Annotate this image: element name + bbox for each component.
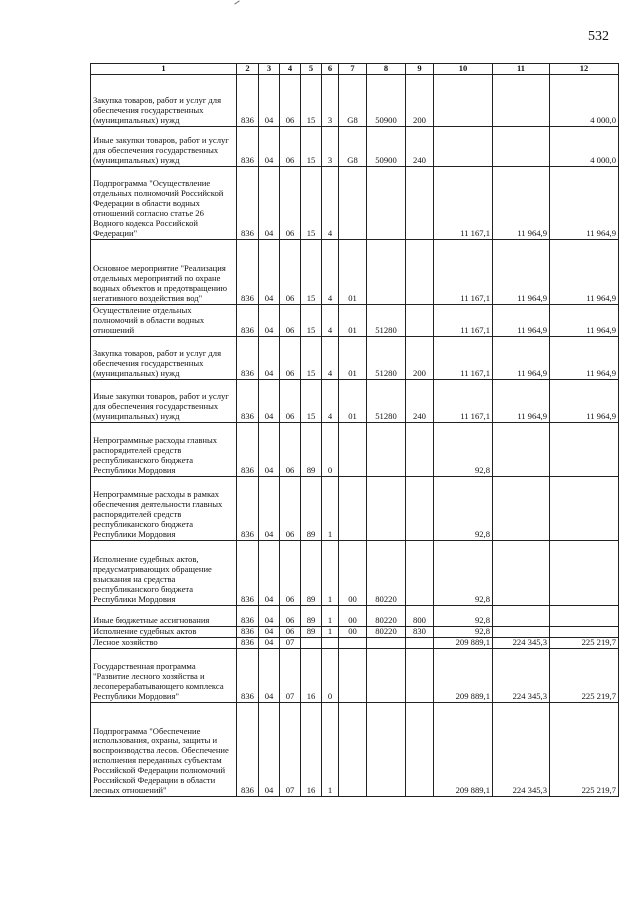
table-row — [91, 626, 619, 637]
table-row — [91, 379, 619, 422]
code-program: 89 — [301, 626, 322, 637]
code-program: 89 — [301, 605, 322, 626]
code-program: 15 — [301, 336, 322, 379]
amount-year-3: 4 000,0 — [550, 126, 619, 166]
code-activity: 00 — [339, 626, 367, 637]
code-expense-type: 800 — [406, 605, 434, 626]
code-section: 04 — [259, 637, 280, 648]
code-program: 15 — [301, 304, 322, 336]
scan-mark — [234, 0, 239, 4]
code-gryadm: 836 — [237, 540, 259, 605]
amount-year-1 — [434, 74, 493, 126]
code-activity — [339, 166, 367, 239]
code-section: 04 — [259, 336, 280, 379]
row-name: Иные закупки товаров, работ и услуг для обеспечения государственных (муниципальных) нужд — [91, 126, 237, 166]
code-section: 04 — [259, 626, 280, 637]
code-expense-type — [406, 422, 434, 476]
code-subprogram: 1 — [322, 626, 339, 637]
code-direction: 51280 — [367, 304, 406, 336]
code-subsection: 06 — [280, 126, 301, 166]
amount-year-1 — [434, 126, 493, 166]
amount-year-3: 11 964,9 — [550, 304, 619, 336]
code-section: 04 — [259, 540, 280, 605]
code-subprogram: 4 — [322, 336, 339, 379]
code-activity: 01 — [339, 304, 367, 336]
code-gryadm: 836 — [237, 126, 259, 166]
table-row — [91, 476, 619, 540]
code-section: 04 — [259, 648, 280, 702]
code-gryadm: 836 — [237, 304, 259, 336]
code-subprogram: 4 — [322, 379, 339, 422]
code-subprogram: 1 — [322, 605, 339, 626]
amount-year-2: 11 964,9 — [493, 336, 550, 379]
table-row — [91, 637, 619, 648]
amount-year-1: 11 167,1 — [434, 166, 493, 239]
amount-year-1: 92,8 — [434, 540, 493, 605]
code-expense-type: 240 — [406, 126, 434, 166]
row-name: Государственная программа "Развитие лесного хозяйства и лесоперерабатывающего комплекса Республики Мордовия" — [91, 648, 237, 702]
code-expense-type — [406, 702, 434, 796]
amount-year-2: 11 964,9 — [493, 379, 550, 422]
code-program: 89 — [301, 422, 322, 476]
code-section: 04 — [259, 74, 280, 126]
row-name: Подпрограмма "Осуществление отдельных полномочий Российской Федерации в области водных отношений согласно статье 26 Водного кодекса Российской Федерации" — [91, 166, 237, 239]
column-header: 9 — [406, 64, 434, 75]
amount-year-2 — [493, 540, 550, 605]
code-gryadm: 836 — [237, 626, 259, 637]
amount-year-3: 4 000,0 — [550, 74, 619, 126]
code-subprogram — [322, 637, 339, 648]
amount-year-1: 92,8 — [434, 476, 493, 540]
table-row — [91, 166, 619, 239]
code-subprogram: 0 — [322, 422, 339, 476]
column-header: 7 — [339, 64, 367, 75]
row-name: Иные закупки товаров, работ и услуг для обеспечения государственных (муниципальных) нужд — [91, 379, 237, 422]
code-program: 15 — [301, 126, 322, 166]
amount-year-2: 224 345,3 — [493, 648, 550, 702]
code-subprogram: 4 — [322, 239, 339, 304]
code-program: 15 — [301, 239, 322, 304]
code-program: 16 — [301, 702, 322, 796]
amount-year-3 — [550, 540, 619, 605]
amount-year-3 — [550, 422, 619, 476]
amount-year-2 — [493, 74, 550, 126]
code-activity — [339, 422, 367, 476]
code-activity: 00 — [339, 605, 367, 626]
code-section: 04 — [259, 304, 280, 336]
code-expense-type — [406, 239, 434, 304]
code-expense-type — [406, 304, 434, 336]
code-direction: 50900 — [367, 126, 406, 166]
code-subprogram: 1 — [322, 540, 339, 605]
code-subprogram: 0 — [322, 648, 339, 702]
code-subsection: 07 — [280, 648, 301, 702]
column-header: 4 — [280, 64, 301, 75]
code-direction — [367, 648, 406, 702]
code-subsection: 06 — [280, 422, 301, 476]
code-subprogram: 1 — [322, 702, 339, 796]
code-direction: 51280 — [367, 379, 406, 422]
column-header: 1 — [91, 64, 237, 75]
code-subprogram: 1 — [322, 476, 339, 540]
row-name: Закупка товаров, работ и услуг для обеспечения государственных (муниципальных) нужд — [91, 336, 237, 379]
code-activity: G8 — [339, 126, 367, 166]
code-activity: G8 — [339, 74, 367, 126]
amount-year-2 — [493, 605, 550, 626]
code-gryadm: 836 — [237, 336, 259, 379]
amount-year-1: 11 167,1 — [434, 304, 493, 336]
row-name: Исполнение судебных актов, предусматривающих обращение взыскания на средства республиканского бюджета Республики Мордовия — [91, 540, 237, 605]
amount-year-2 — [493, 476, 550, 540]
amount-year-3 — [550, 476, 619, 540]
amount-year-3 — [550, 626, 619, 637]
code-gryadm: 836 — [237, 605, 259, 626]
code-program: 15 — [301, 379, 322, 422]
row-name: Лесное хозяйство — [91, 637, 237, 648]
code-program: 89 — [301, 476, 322, 540]
amount-year-2: 11 964,9 — [493, 304, 550, 336]
amount-year-2 — [493, 626, 550, 637]
code-activity — [339, 702, 367, 796]
code-expense-type — [406, 166, 434, 239]
code-section: 04 — [259, 239, 280, 304]
amount-year-1: 209 889,1 — [434, 648, 493, 702]
amount-year-3: 11 964,9 — [550, 379, 619, 422]
code-gryadm: 836 — [237, 239, 259, 304]
code-expense-type: 830 — [406, 626, 434, 637]
table-row — [91, 648, 619, 702]
amount-year-2 — [493, 126, 550, 166]
code-direction: 80220 — [367, 540, 406, 605]
row-name: Непрограммные расходы в рамках обеспечения деятельности главных распорядителей средств республиканского бюджета Республики Мордовия — [91, 476, 237, 540]
code-program: 15 — [301, 74, 322, 126]
code-gryadm: 836 — [237, 379, 259, 422]
column-header: 12 — [550, 64, 619, 75]
code-section: 04 — [259, 605, 280, 626]
code-activity: 00 — [339, 540, 367, 605]
amount-year-1: 92,8 — [434, 422, 493, 476]
code-subsection: 06 — [280, 540, 301, 605]
code-expense-type — [406, 476, 434, 540]
code-gryadm: 836 — [237, 166, 259, 239]
code-subprogram: 3 — [322, 126, 339, 166]
code-activity — [339, 476, 367, 540]
code-gryadm: 836 — [237, 476, 259, 540]
code-direction: 80220 — [367, 605, 406, 626]
row-name: Исполнение судебных актов — [91, 626, 237, 637]
budget-table — [90, 63, 619, 797]
amount-year-3: 11 964,9 — [550, 166, 619, 239]
amount-year-3: 225 219,7 — [550, 702, 619, 796]
amount-year-2: 224 345,3 — [493, 702, 550, 796]
code-section: 04 — [259, 422, 280, 476]
amount-year-3 — [550, 605, 619, 626]
amount-year-2: 11 964,9 — [493, 239, 550, 304]
code-subprogram: 3 — [322, 74, 339, 126]
table-row — [91, 702, 619, 796]
code-program: 89 — [301, 540, 322, 605]
table-row — [91, 605, 619, 626]
code-subsection: 07 — [280, 702, 301, 796]
amount-year-3: 11 964,9 — [550, 239, 619, 304]
code-expense-type: 240 — [406, 379, 434, 422]
table-row — [91, 336, 619, 379]
table-row — [91, 126, 619, 166]
code-section: 04 — [259, 379, 280, 422]
amount-year-1: 209 889,1 — [434, 637, 493, 648]
code-direction — [367, 637, 406, 648]
code-section: 04 — [259, 476, 280, 540]
header-row — [91, 64, 619, 75]
column-header: 8 — [367, 64, 406, 75]
code-subsection: 07 — [280, 637, 301, 648]
code-expense-type — [406, 637, 434, 648]
table-row — [91, 74, 619, 126]
code-section: 04 — [259, 702, 280, 796]
page-number: 532 — [588, 29, 609, 44]
code-direction — [367, 239, 406, 304]
code-subsection: 06 — [280, 626, 301, 637]
code-subsection: 06 — [280, 605, 301, 626]
amount-year-2: 11 964,9 — [493, 166, 550, 239]
code-direction: 50900 — [367, 74, 406, 126]
code-subsection: 06 — [280, 239, 301, 304]
amount-year-1: 11 167,1 — [434, 239, 493, 304]
table-row — [91, 540, 619, 605]
amount-year-2 — [493, 422, 550, 476]
code-gryadm: 836 — [237, 637, 259, 648]
code-direction — [367, 702, 406, 796]
code-gryadm: 836 — [237, 422, 259, 476]
amount-year-1: 11 167,1 — [434, 379, 493, 422]
row-name: Подпрограмма "Обеспечение использования, охраны, защиты и воспроизводства лесов. Обеспечение исполнения переданных субъектам Российской Федерации полномочий Российской Федерации в области лесных отношений" — [91, 702, 237, 796]
code-expense-type: 200 — [406, 74, 434, 126]
code-gryadm: 836 — [237, 702, 259, 796]
code-subsection: 06 — [280, 336, 301, 379]
code-section: 04 — [259, 126, 280, 166]
code-subprogram: 4 — [322, 304, 339, 336]
row-name: Иные бюджетные ассигнования — [91, 605, 237, 626]
table-row — [91, 304, 619, 336]
row-name: Закупка товаров, работ и услуг для обеспечения государственных (муниципальных) нужд — [91, 74, 237, 126]
code-activity: 01 — [339, 239, 367, 304]
table-row — [91, 239, 619, 304]
amount-year-3: 225 219,7 — [550, 648, 619, 702]
amount-year-3: 11 964,9 — [550, 336, 619, 379]
code-gryadm: 836 — [237, 648, 259, 702]
code-activity — [339, 648, 367, 702]
code-direction — [367, 476, 406, 540]
code-gryadm: 836 — [237, 74, 259, 126]
amount-year-3: 225 219,7 — [550, 637, 619, 648]
code-subsection: 06 — [280, 476, 301, 540]
row-name: Осуществление отдельных полномочий в области водных отношений — [91, 304, 237, 336]
code-program — [301, 637, 322, 648]
code-subsection: 06 — [280, 379, 301, 422]
code-subprogram: 4 — [322, 166, 339, 239]
code-expense-type — [406, 540, 434, 605]
row-name: Основное мероприятие "Реализация отдельных мероприятий по охране водных объектов и предотвращению негативного воздействия вод" — [91, 239, 237, 304]
column-header: 3 — [259, 64, 280, 75]
column-header: 10 — [434, 64, 493, 75]
column-header: 11 — [493, 64, 550, 75]
code-direction — [367, 166, 406, 239]
code-direction: 80220 — [367, 626, 406, 637]
code-subsection: 06 — [280, 166, 301, 239]
amount-year-1: 92,8 — [434, 605, 493, 626]
column-header: 2 — [237, 64, 259, 75]
code-activity — [339, 637, 367, 648]
code-subsection: 06 — [280, 74, 301, 126]
code-activity: 01 — [339, 336, 367, 379]
amount-year-1: 92,8 — [434, 626, 493, 637]
code-expense-type: 200 — [406, 336, 434, 379]
column-header: 5 — [301, 64, 322, 75]
code-expense-type — [406, 648, 434, 702]
code-program: 15 — [301, 166, 322, 239]
code-direction: 51280 — [367, 336, 406, 379]
amount-year-2: 224 345,3 — [493, 637, 550, 648]
code-section: 04 — [259, 166, 280, 239]
code-activity: 01 — [339, 379, 367, 422]
column-header: 6 — [322, 64, 339, 75]
amount-year-1: 209 889,1 — [434, 702, 493, 796]
row-name: Непрограммные расходы главных распорядителей средств республиканского бюджета Республики Мордовия — [91, 422, 237, 476]
code-direction — [367, 422, 406, 476]
code-program: 16 — [301, 648, 322, 702]
table-row — [91, 422, 619, 476]
amount-year-1: 11 167,1 — [434, 336, 493, 379]
code-subsection: 06 — [280, 304, 301, 336]
